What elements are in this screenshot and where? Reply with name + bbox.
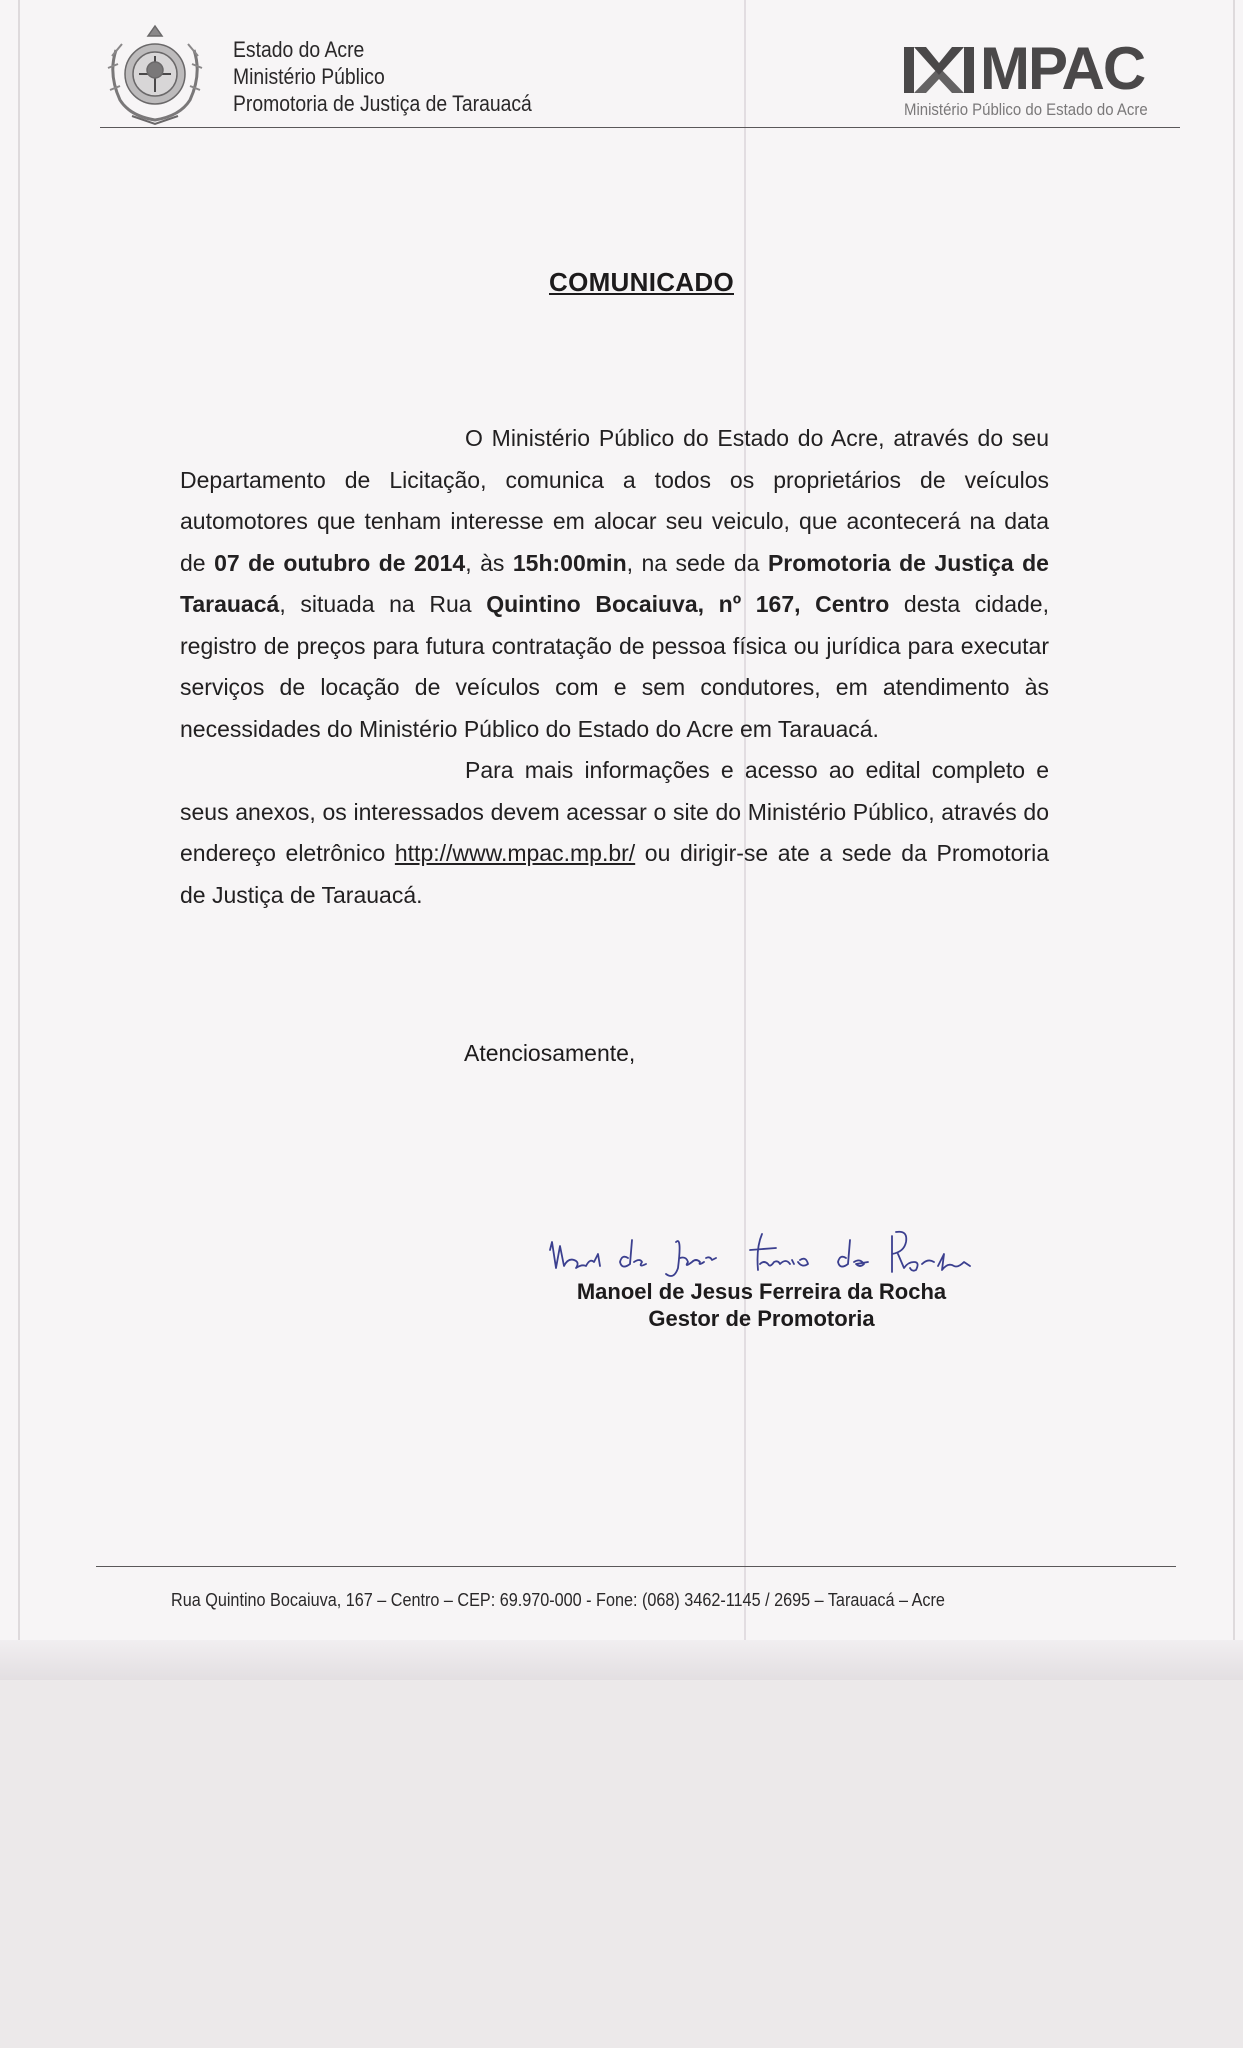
mpac-symbol-icon (904, 47, 974, 93)
scan-bottom-edge (0, 1640, 1243, 1680)
closing-salutation: Atenciosamente, (464, 1040, 636, 1066)
coat-of-arms-icon (102, 20, 208, 128)
event-date: 07 de outubro de 2014 (214, 549, 466, 576)
mpac-wordmark: MPAC (980, 35, 1145, 102)
signer-role: Gestor de Promotoria (648, 1306, 875, 1331)
signer-block (0, 1278, 1243, 1332)
paragraph-information (180, 750, 1049, 916)
text-run: , situada na Rua (279, 591, 487, 617)
mpac-caption: Ministério Público do Estado do Acre (904, 100, 1148, 119)
website-link[interactable]: http://www.mpac.mp.br/ (394, 840, 636, 866)
document-title: COMUNICADO (549, 267, 734, 297)
event-time: 15h:00min (512, 549, 627, 576)
footer-divider (96, 1566, 1176, 1567)
signer-name: Manoel de Jesus Ferreira da Rocha (576, 1279, 947, 1304)
prosecutor-office-name: Promotoria de Justiça de Tarauacá (233, 91, 532, 116)
header-divider (100, 127, 1180, 128)
institution-header (233, 36, 532, 117)
page-edge (18, 0, 20, 1680)
paragraph-announcement (180, 418, 1049, 750)
document-body (180, 418, 1049, 916)
text-run: , às (465, 549, 513, 576)
text-run: desta cidade, registro de preços para futura contratação de pessoa física ou jurídica para executar serviços de locação de veículos com e sem condutores, em atendimento às necessidades do Ministério Público do Estado do Acre em Tarauacá. (180, 591, 1049, 742)
text-run: O Ministério Público do Estado do Acre, através do seu Departamento de Licitação, comunica a todos os proprietários de veículos automotores que tenham interesse em alocar seu veiculo, que acontecerá na data de (180, 425, 1049, 576)
event-place: Promotoria de Justiça de Tarauacá (180, 549, 1049, 617)
state-name: Estado do Acre (233, 37, 365, 62)
text-run: , na sede da (626, 549, 768, 576)
page-edge (1233, 0, 1235, 1680)
text-run: Para mais informações e acesso ao edital completo e seus anexos, os interessados devem acessar o site do Ministério Público, através do endereço eletrônico (180, 757, 1049, 866)
footer-address: Rua Quintino Bocaiuva, 167 – Centro – CEP: 69.970-000 - Fone: (068) 3462-1145 / 2695 – Tarauacá – Acre (171, 1590, 945, 1610)
text-run: ou dirigir-se ate a sede da Promotoria de Justiça de Tarauacá. (180, 840, 1049, 908)
ministry-name: Ministério Público (233, 64, 385, 89)
event-address: Quintino Bocaiuva, nº 167, Centro (486, 591, 890, 617)
mpac-logo (904, 35, 1174, 122)
